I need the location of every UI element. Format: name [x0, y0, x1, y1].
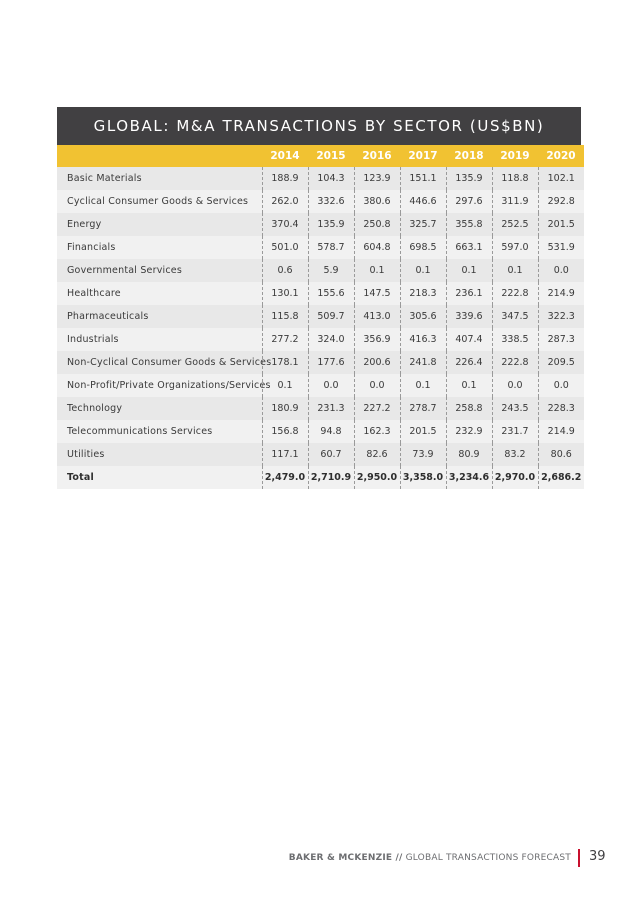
table-row	[57, 305, 584, 328]
value-cell: 115.8	[262, 305, 308, 328]
value-cell: 80.6	[538, 443, 584, 466]
value-cell: 258.8	[446, 397, 492, 420]
value-cell: 178.1	[262, 351, 308, 374]
value-cell: 209.5	[538, 351, 584, 374]
value-cell: 663.1	[446, 236, 492, 259]
value-cell: 104.3	[308, 167, 354, 190]
value-cell: 287.3	[538, 328, 584, 351]
value-cell: 338.5	[492, 328, 538, 351]
sector-name: Governmental Services	[67, 265, 182, 276]
table-title: GLOBAL: M&A TRANSACTIONS BY SECTOR (US$BN)	[57, 107, 581, 145]
total-value-cell: 2,479.0	[262, 466, 308, 489]
year-header: 2020	[546, 150, 576, 162]
value-cell: 155.6	[308, 282, 354, 305]
value-cell: 226.4	[446, 351, 492, 374]
value-cell: 501.0	[262, 236, 308, 259]
value-cell: 370.4	[262, 213, 308, 236]
value-cell: 80.9	[446, 443, 492, 466]
value-cell: 214.9	[538, 282, 584, 305]
value-cell: 231.7	[492, 420, 538, 443]
page-number: 39	[589, 849, 606, 864]
sector-table	[57, 107, 581, 489]
value-cell: 227.2	[354, 397, 400, 420]
year-header: 2016	[362, 150, 392, 162]
value-cell: 228.3	[538, 397, 584, 420]
table-row	[57, 374, 584, 397]
year-header-row	[57, 145, 584, 167]
value-cell: 147.5	[354, 282, 400, 305]
table-row	[57, 282, 584, 305]
transactions-table	[57, 145, 584, 489]
sector-name: Financials	[67, 242, 116, 253]
table-row	[57, 236, 584, 259]
value-cell: 322.3	[538, 305, 584, 328]
value-cell: 0.0	[538, 259, 584, 282]
year-header: 2018	[454, 150, 484, 162]
value-cell: 416.3	[400, 328, 446, 351]
table-row	[57, 167, 584, 190]
value-cell: 413.0	[354, 305, 400, 328]
sector-name: Pharmaceuticals	[67, 311, 149, 322]
footer-subtitle: GLOBAL TRANSACTIONS FORECAST	[402, 853, 571, 863]
year-header: 2015	[316, 150, 346, 162]
value-cell: 347.5	[492, 305, 538, 328]
value-cell: 177.6	[308, 351, 354, 374]
value-cell: 250.8	[354, 213, 400, 236]
value-cell: 278.7	[400, 397, 446, 420]
total-row	[57, 466, 584, 489]
sector-name: Basic Materials	[67, 173, 142, 184]
value-cell: 0.1	[492, 259, 538, 282]
value-cell: 0.1	[446, 374, 492, 397]
sector-name: Telecommunications Services	[67, 426, 213, 437]
table-row	[57, 213, 584, 236]
value-cell: 156.8	[262, 420, 308, 443]
value-cell: 332.6	[308, 190, 354, 213]
table-row	[57, 328, 584, 351]
footer-divider	[578, 849, 580, 867]
value-cell: 0.1	[446, 259, 492, 282]
table-row	[57, 259, 584, 282]
value-cell: 324.0	[308, 328, 354, 351]
value-cell: 339.6	[446, 305, 492, 328]
footer-text	[289, 853, 571, 863]
value-cell: 509.7	[308, 305, 354, 328]
value-cell: 222.8	[492, 351, 538, 374]
table-row	[57, 190, 584, 213]
sector-name: Industrials	[67, 334, 119, 345]
value-cell: 5.9	[308, 259, 354, 282]
value-cell: 236.1	[446, 282, 492, 305]
value-cell: 0.0	[308, 374, 354, 397]
total-value-cell: 2,710.9	[308, 466, 354, 489]
value-cell: 241.8	[400, 351, 446, 374]
sector-name: Technology	[67, 403, 123, 414]
value-cell: 102.1	[538, 167, 584, 190]
value-cell: 446.6	[400, 190, 446, 213]
total-value-cell: 2,686.2	[538, 466, 584, 489]
value-cell: 356.9	[354, 328, 400, 351]
value-cell: 578.7	[308, 236, 354, 259]
total-value-cell: 3,358.0	[400, 466, 446, 489]
value-cell: 0.1	[354, 259, 400, 282]
value-cell: 277.2	[262, 328, 308, 351]
total-value-cell: 3,234.6	[446, 466, 492, 489]
total-label: Total	[67, 472, 94, 483]
value-cell: 151.1	[400, 167, 446, 190]
value-cell: 188.9	[262, 167, 308, 190]
table-row	[57, 397, 584, 420]
value-cell: 180.9	[262, 397, 308, 420]
value-cell: 243.5	[492, 397, 538, 420]
value-cell: 531.9	[538, 236, 584, 259]
year-header: 2019	[500, 150, 530, 162]
sector-name: Utilities	[67, 449, 105, 460]
value-cell: 201.5	[400, 420, 446, 443]
value-cell: 0.1	[262, 374, 308, 397]
value-cell: 222.8	[492, 282, 538, 305]
value-cell: 117.1	[262, 443, 308, 466]
value-cell: 135.9	[308, 213, 354, 236]
value-cell: 214.9	[538, 420, 584, 443]
value-cell: 83.2	[492, 443, 538, 466]
value-cell: 135.9	[446, 167, 492, 190]
sector-name: Healthcare	[67, 288, 121, 299]
sector-name: Non-Profit/Private Organizations/Services	[67, 380, 271, 391]
footer-brand: BAKER & MCKENZIE //	[288, 853, 403, 863]
value-cell: 201.5	[538, 213, 584, 236]
value-cell: 292.8	[538, 190, 584, 213]
value-cell: 94.8	[308, 420, 354, 443]
table-body	[57, 167, 584, 489]
value-cell: 0.0	[538, 374, 584, 397]
value-cell: 604.8	[354, 236, 400, 259]
value-cell: 407.4	[446, 328, 492, 351]
value-cell: 60.7	[308, 443, 354, 466]
value-cell: 252.5	[492, 213, 538, 236]
value-cell: 73.9	[400, 443, 446, 466]
value-cell: 231.3	[308, 397, 354, 420]
table-row	[57, 443, 584, 466]
value-cell: 118.8	[492, 167, 538, 190]
year-header: 2014	[270, 150, 300, 162]
value-cell: 0.6	[262, 259, 308, 282]
value-cell: 698.5	[400, 236, 446, 259]
table-row	[57, 351, 584, 374]
value-cell: 262.0	[262, 190, 308, 213]
value-cell: 123.9	[354, 167, 400, 190]
value-cell: 130.1	[262, 282, 308, 305]
value-cell: 305.6	[400, 305, 446, 328]
value-cell: 82.6	[354, 443, 400, 466]
value-cell: 355.8	[446, 213, 492, 236]
page-footer	[0, 849, 637, 869]
value-cell: 232.9	[446, 420, 492, 443]
value-cell: 597.0	[492, 236, 538, 259]
value-cell: 0.1	[400, 259, 446, 282]
value-cell: 297.6	[446, 190, 492, 213]
table-row	[57, 420, 584, 443]
sector-header	[57, 145, 262, 167]
value-cell: 200.6	[354, 351, 400, 374]
value-cell: 325.7	[400, 213, 446, 236]
sector-name: Cyclical Consumer Goods & Services	[67, 196, 249, 207]
value-cell: 0.1	[400, 374, 446, 397]
year-header: 2017	[408, 150, 438, 162]
total-value-cell: 2,970.0	[492, 466, 538, 489]
sector-name: Energy	[67, 219, 102, 230]
sector-name: Non-Cyclical Consumer Goods & Services	[67, 357, 272, 368]
value-cell: 311.9	[492, 190, 538, 213]
value-cell: 380.6	[354, 190, 400, 213]
total-value-cell: 2,950.0	[354, 466, 400, 489]
value-cell: 0.0	[492, 374, 538, 397]
value-cell: 162.3	[354, 420, 400, 443]
value-cell: 0.0	[354, 374, 400, 397]
value-cell: 218.3	[400, 282, 446, 305]
